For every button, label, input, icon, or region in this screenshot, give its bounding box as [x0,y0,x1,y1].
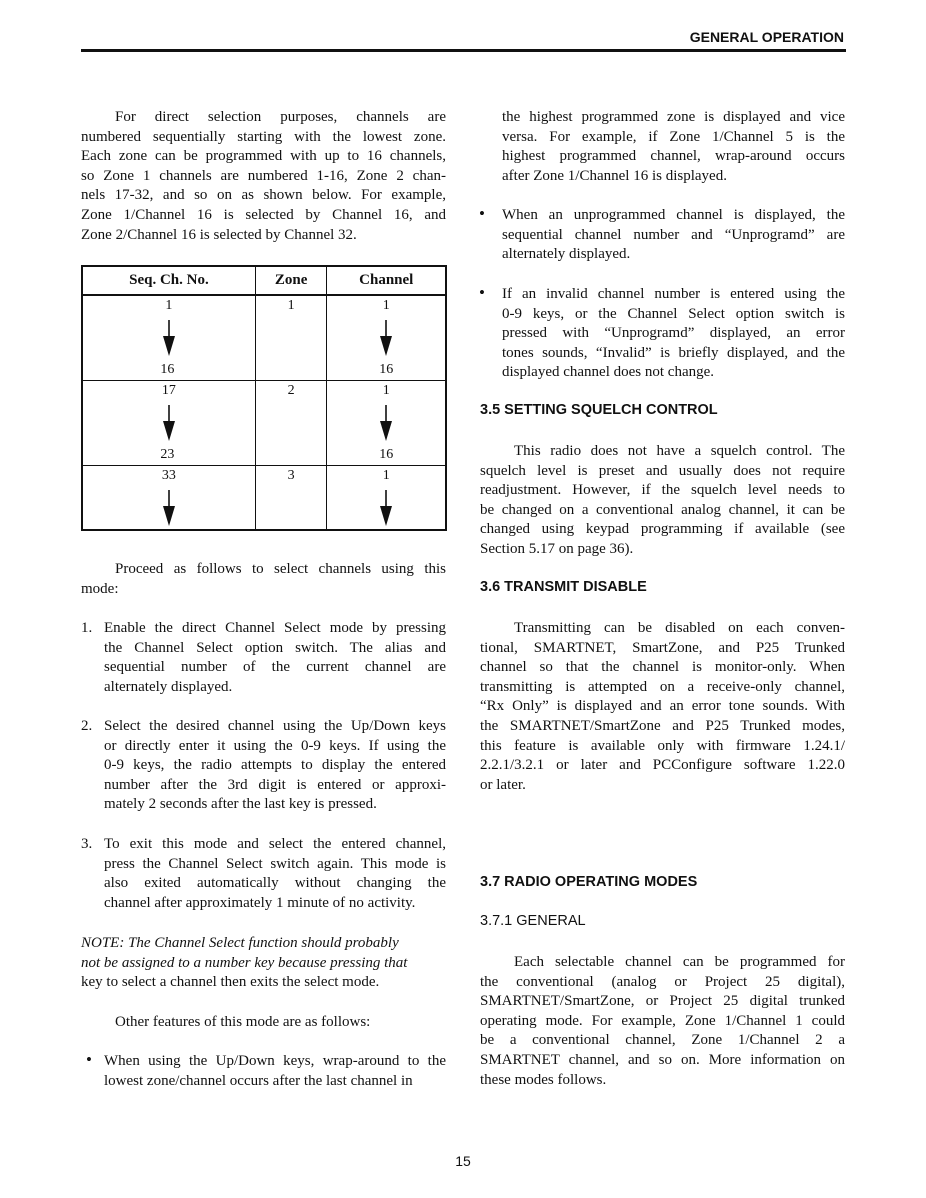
text-line: Zone 2/Channel 16 is selected by Channel 32. [81,226,357,243]
table-header-row [82,266,446,295]
down-arrow-icon [380,405,392,441]
bullet-text [104,1052,446,1091]
subsection-heading-3-7-1: 3.7.1 GENERAL [480,913,586,929]
step-text [104,717,446,815]
bullet-text [502,206,845,265]
bullet-icon: • [479,283,485,302]
text-line: changed using keypad programming if available (see [480,521,845,538]
text-line: Enable the direct Channel Select mode by pressing [104,620,446,636]
bullet-text [502,285,845,383]
seq-channel-cell [82,295,255,381]
text-line: Section 5.17 on page 36). [480,540,634,557]
text-line: the SMARTNET/SmartZone and P25 Trunked modes, [480,717,845,734]
running-header: GENERAL OPERATION [689,29,844,45]
cell-value: 16 [379,362,394,377]
intro-paragraph [81,108,446,245]
text-line: To exit this mode and select the entered channel, [104,836,446,852]
note-italic [81,934,446,973]
text-line: readjustment. However, if the squelch level needs to [480,482,845,499]
step-number: 1. [81,620,93,636]
section-heading-3-5: 3.5 SETTING SQUELCH CONTROL [480,402,718,418]
cell-value: 3 [287,468,295,483]
channel-cell [327,295,446,381]
general-paragraph [480,953,845,1090]
text-line: Each selectable channel can be programmed for [514,954,845,970]
header-rule [81,49,846,52]
text-line: If an invalid channel number is entered using the [502,286,845,302]
table-row [82,381,446,466]
text-line: the conventional (analog or Project 25 digital), [480,973,845,990]
table-header: Channel [327,266,446,295]
channel-cell [327,381,446,466]
text-line: press the Channel Select switch again. This mode is [104,855,446,872]
section-heading-3-6: 3.6 TRANSMIT DISABLE [480,579,647,595]
text-line: channel after approximately 1 minute of no activity. [104,894,416,911]
text-line: For direct selection purposes, channels are [115,109,446,125]
text-line: sequential channel number and “Unprogramd” are [502,226,845,243]
text-line: also exited automatically without changing the [104,875,446,892]
text-line: number after the 3rd digit is entered or approxi- [104,776,446,793]
text-line: pressed with “Unprogramd” displayed, an error [502,325,845,342]
transmit-disable-paragraph [480,619,845,795]
text-line: be a conventional channel, Zone 1/Channel 2 a [480,1032,845,1049]
seq-channel-cell [82,381,255,466]
text-line: not be assigned to a number key because pressing that [81,954,408,971]
text-line: Each zone can be programmed with up to 16 channels, [81,148,446,165]
text-line: “Rx Only” is displayed and an error tone sounds. With [480,698,845,715]
text-line: highest programmed channel, wrap-around occurs [502,148,845,165]
text-line: Zone 1/Channel 16 is selected by Channel 16, and [81,206,446,223]
text-line: alternately displayed. [502,246,631,263]
cell-value: 16 [160,362,175,377]
down-arrow-icon [163,490,175,526]
text-line: tones sounds, “Invalid” is briefly displayed, and the [502,344,845,361]
text-line: Proceed as follows to select channels using this [115,561,446,577]
text-line: 0-9 keys, the radio attempts to display the entered [104,757,446,774]
channel-cell [327,466,446,531]
table-header: Zone [255,266,327,295]
text-line: lowest zone/channel occurs after the last channel in [104,1072,413,1089]
text-line: be changed on a conventional analog channel, it can be [480,501,845,518]
text-line: mately 2 seconds after the last key is pressed. [104,796,377,813]
text-line: numbered sequentially starting with the lowest zone. [81,128,446,145]
text-line: after Zone 1/Channel 16 is displayed. [502,167,727,184]
text-line: these modes follows. [480,1071,607,1088]
text-line: This radio does not have a squelch control. The [514,443,845,459]
text-line: the highest programmed zone is displayed and vice [502,109,845,125]
text-line: operating mode. For example, Zone 1/Channel 1 could [480,1012,845,1029]
bullet-icon: • [86,1050,92,1069]
text-line: mode: [81,580,119,597]
down-arrow-icon [380,490,392,526]
text-line: displayed channel does not change. [502,364,715,381]
table-row [82,295,446,381]
table-header: Seq. Ch. No. [82,266,255,295]
cell-value: 16 [379,447,394,462]
text-line: versa. For example, if Zone 1/Channel 5 is the [502,128,845,145]
section-heading-3-7: 3.7 RADIO OPERATING MODES [480,874,698,890]
table-row [82,466,446,531]
text-line: nels 17-32, and so on as shown below. For example, [81,187,446,204]
text-line: When using the Up/Down keys, wrap-around to the [104,1053,446,1069]
cell-value: 17 [161,383,176,398]
text-line: Transmitting can be disabled on each conven- [514,620,845,636]
text-line: channel so that the channel is monitor-only. When [480,659,845,676]
cell-value: 1 [382,383,390,398]
down-arrow-icon [380,320,392,356]
cell-value: 1 [382,298,390,313]
cell-value: 2 [287,383,295,398]
text-line: squelch level is preset and usually does not require [480,462,845,479]
text-line: NOTE: The Channel Select function should probably [81,935,399,951]
zone-cell [255,466,327,531]
cell-value: 1 [287,298,295,313]
bullet-icon: • [479,204,485,223]
text-line: transmitting is attempted on a receive-only channel, [480,678,845,695]
text-line: Select the desired channel using the Up/Down keys [104,718,446,734]
squelch-paragraph [480,442,845,560]
bullet-continuation [502,108,845,186]
note-rest: key to select a channel then exits the select mode. [81,974,380,990]
seq-channel-cell [82,466,255,531]
channel-table [81,265,447,531]
text-line: Other features of this mode are as follows: [115,1014,371,1030]
page-number: 15 [455,1153,471,1169]
cell-value: 1 [165,298,173,313]
down-arrow-icon [163,405,175,441]
text-line: sequential number of the current channel are [104,659,446,676]
text-line: 2.2.1/3.2.1 or later and PCConfigure software 1.22.0 [480,757,845,774]
text-line: alternately displayed. [104,678,233,695]
cell-value: 33 [161,468,176,483]
text-line: the Channel Select option switch. The alias and [104,639,446,656]
text-line: or later. [480,776,526,793]
text-line: this feature is available only with firmware 1.24.1/ [480,737,845,754]
down-arrow-icon [163,320,175,356]
step-number: 2. [81,718,93,734]
text-line: so Zone 1 channels are numbered 1-16, Zone 2 chan- [81,167,446,184]
cell-value: 23 [160,447,175,462]
text-line: When an unprogrammed channel is displayed, the [502,207,845,223]
proceed-paragraph [81,560,446,599]
step-text [104,619,446,697]
zone-cell [255,295,327,381]
step-text [104,835,446,913]
text-line: SMARTNET channel, and so on. More information on [480,1051,845,1068]
features-intro [81,1013,446,1033]
cell-value: 1 [382,468,390,483]
text-line: or directly enter it using the 0-9 keys. If using the [104,737,446,754]
step-number: 3. [81,836,93,852]
text-line: 0-9 keys, or the Channel Select option switch is [502,305,845,322]
zone-cell [255,381,327,466]
text-line: tional, SMARTNET, SmartZone, and P25 Trunked [480,639,845,656]
text-line: SMARTNET/SmartZone, or Project 25 digital trunked [480,993,845,1010]
